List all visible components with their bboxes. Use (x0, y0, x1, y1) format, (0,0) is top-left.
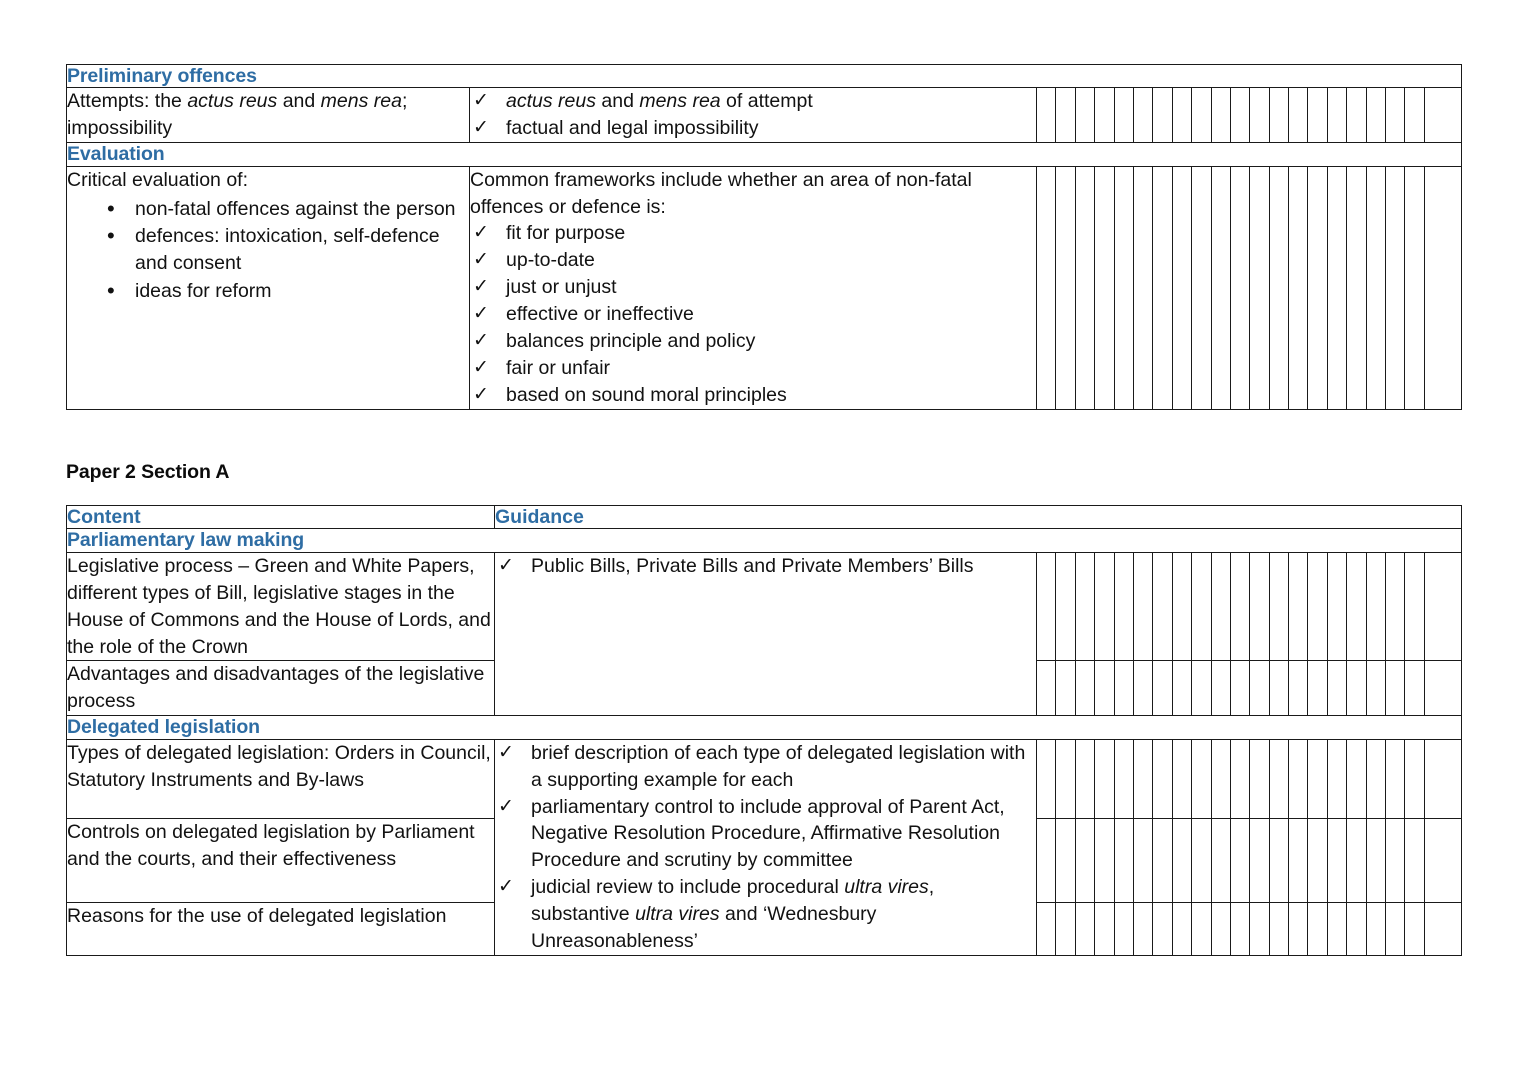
tally-box[interactable] (1133, 739, 1152, 818)
section-heading-evaluation: Evaluation (67, 143, 1462, 166)
check-icon: ✓ (473, 249, 489, 271)
tally-box[interactable] (1366, 661, 1385, 716)
tally-box[interactable] (1269, 902, 1288, 955)
check-icon: ✓ (473, 330, 489, 352)
tally-box[interactable] (1327, 818, 1346, 902)
tally-box[interactable] (1250, 818, 1269, 902)
tally-box[interactable] (1366, 166, 1385, 409)
tally-box[interactable] (1192, 739, 1211, 818)
tally-box[interactable] (1114, 818, 1133, 902)
tally-box[interactable] (1386, 739, 1405, 818)
tally-box[interactable] (1250, 739, 1269, 818)
list-item (470, 382, 1036, 409)
tally-box[interactable] (1250, 552, 1269, 661)
list-item (470, 328, 1036, 355)
tally-box[interactable] (1075, 88, 1094, 143)
tally-box[interactable] (1114, 88, 1133, 143)
tally-box[interactable] (1327, 552, 1346, 661)
list-item (470, 247, 1036, 274)
tally-box[interactable] (1327, 902, 1346, 955)
tally-box[interactable] (1250, 902, 1269, 955)
tally-box[interactable] (1289, 661, 1308, 716)
check-icon: ✓ (473, 303, 489, 325)
content-intro: Critical evaluation of: (67, 168, 249, 191)
list-item-label: fair or unfair (506, 357, 611, 379)
tally-box[interactable] (1075, 902, 1094, 955)
tally-box[interactable] (1405, 166, 1424, 409)
tally-box[interactable] (1347, 661, 1366, 716)
tally-box[interactable] (1172, 552, 1191, 661)
tally-box[interactable] (1308, 661, 1327, 716)
tally-box[interactable] (1230, 661, 1249, 716)
check-icon: ✓ (473, 357, 489, 378)
tally-box[interactable] (1056, 739, 1075, 818)
guidance-cell (495, 552, 1037, 715)
tally-box[interactable] (1095, 552, 1114, 661)
table-row-section-heading (67, 529, 1462, 552)
list-item (495, 794, 1036, 875)
tally-box[interactable] (1095, 166, 1114, 409)
list-item (470, 301, 1036, 328)
content-cell: Controls on delegated legislation by Parliament and the courts, and their effectiveness (67, 818, 495, 902)
list-item-label: effective or ineffective (506, 303, 694, 326)
table-row-section-heading (67, 716, 1462, 739)
tally-box[interactable] (1037, 166, 1056, 409)
tally-box[interactable] (1289, 552, 1308, 661)
tally-box[interactable] (1424, 552, 1461, 661)
tally-box[interactable] (1133, 661, 1152, 716)
tally-box[interactable] (1424, 818, 1461, 902)
list-item (470, 220, 1036, 247)
tally-box[interactable] (1405, 818, 1424, 902)
tally-box[interactable] (1230, 552, 1249, 661)
table-row (67, 166, 1462, 409)
spec-table-preliminary-offences (66, 64, 1462, 410)
tally-box[interactable] (1095, 661, 1114, 716)
tally-box[interactable] (1386, 88, 1405, 143)
column-header-guidance: Guidance (495, 506, 1462, 529)
tally-box[interactable] (1192, 902, 1211, 955)
tally-box[interactable] (1037, 818, 1056, 902)
tally-box[interactable] (1327, 88, 1346, 143)
tally-box[interactable] (1424, 88, 1461, 143)
tally-box[interactable] (1405, 661, 1424, 716)
column-header-content: Content (67, 506, 495, 529)
tally-box[interactable] (1056, 552, 1075, 661)
tally-box[interactable] (1250, 166, 1269, 409)
check-icon: ✓ (473, 276, 489, 298)
tally-box[interactable] (1095, 88, 1114, 143)
tally-box[interactable] (1308, 166, 1327, 409)
tally-box[interactable] (1289, 818, 1308, 902)
tally-box[interactable] (1211, 902, 1230, 955)
list-item: • ideas for reform (107, 278, 469, 305)
guidance-tick-list (495, 740, 1036, 955)
tally-box[interactable] (1405, 739, 1424, 818)
list-item (470, 274, 1036, 301)
tally-box[interactable] (1386, 661, 1405, 716)
tally-box[interactable] (1133, 552, 1152, 661)
tally-box[interactable] (1366, 88, 1385, 143)
tally-box[interactable] (1366, 818, 1385, 902)
tally-box[interactable] (1308, 552, 1327, 661)
tally-box[interactable] (1230, 739, 1249, 818)
tally-box[interactable] (1327, 166, 1346, 409)
guidance-intro: Common frameworks include whether an area of non-fatal offences or defence is: (470, 168, 972, 218)
tally-box[interactable] (1056, 661, 1075, 716)
spec-table-paper2-section-a (66, 505, 1462, 956)
tally-box[interactable] (1153, 166, 1172, 409)
tally-box[interactable] (1056, 166, 1075, 409)
tally-box[interactable] (1211, 88, 1230, 143)
tally-box[interactable] (1192, 166, 1211, 409)
tally-box[interactable] (1347, 902, 1366, 955)
check-icon: ✓ (473, 222, 489, 244)
tally-box[interactable] (1172, 739, 1191, 818)
list-item-label: up-to-date (506, 249, 595, 272)
guidance-cell (470, 88, 1037, 143)
content-cell (67, 166, 470, 409)
check-icon: ✓ (498, 554, 514, 576)
list-item: ✓ judicial review to include procedural ultra vires, substantive ultra vires and ‘Wednesbury Unreasonableness’ (498, 876, 935, 953)
tally-box[interactable] (1347, 166, 1366, 409)
tally-box[interactable] (1192, 818, 1211, 902)
tally-box[interactable] (1424, 739, 1461, 818)
tally-box[interactable] (1308, 739, 1327, 818)
tally-box[interactable] (1250, 661, 1269, 716)
tally-box[interactable] (1386, 902, 1405, 955)
tally-box[interactable] (1172, 818, 1191, 902)
list-item-label: balances principle and policy (506, 330, 756, 353)
tally-box[interactable] (1114, 166, 1133, 409)
tally-box[interactable] (1347, 739, 1366, 818)
tally-box[interactable] (1075, 739, 1094, 818)
list-item: • non-fatal offences against the person (107, 196, 469, 223)
check-icon: ✓ (498, 741, 514, 763)
tally-box[interactable] (1133, 166, 1152, 409)
tally-box[interactable] (1075, 552, 1094, 661)
tally-box[interactable] (1133, 902, 1152, 955)
tally-box[interactable] (1405, 902, 1424, 955)
tally-box[interactable] (1172, 902, 1191, 955)
tally-box[interactable] (1308, 818, 1327, 902)
tally-box[interactable] (1114, 552, 1133, 661)
tally-box[interactable] (1327, 739, 1346, 818)
tally-box[interactable] (1037, 552, 1056, 661)
table-row-section-heading (67, 65, 1462, 88)
list-item-label: Public Bills, Private Bills and Private Members’ Bills (531, 554, 974, 577)
tally-box[interactable] (1289, 902, 1308, 955)
list-item: • defences: intoxication, self-defence and consent (107, 223, 469, 277)
tally-box[interactable] (1308, 88, 1327, 143)
tally-box[interactable] (1172, 88, 1191, 143)
tally-box[interactable] (1230, 88, 1249, 143)
tally-box[interactable] (1289, 166, 1308, 409)
content-cell: Attempts: the actus reus and mens rea; impossibility (67, 88, 470, 143)
tally-box[interactable] (1424, 166, 1461, 409)
content-cell: Legislative process – Green and White Papers, different types of Bill, legislative stages in the House of Commons and the House of Lords, and the role of the Crown (67, 552, 495, 661)
tally-box[interactable] (1405, 88, 1424, 143)
tally-box[interactable] (1114, 661, 1133, 716)
tally-box[interactable] (1230, 818, 1249, 902)
content-cell: Reasons for the use of delegated legislation (67, 902, 495, 955)
tally-box[interactable] (1366, 552, 1385, 661)
content-cell: Types of delegated legislation: Orders in Council, Statutory Instruments and By-laws (67, 739, 495, 818)
tally-box[interactable] (1075, 661, 1094, 716)
tally-box[interactable] (1347, 88, 1366, 143)
tally-box[interactable] (1211, 661, 1230, 716)
page-subheading-paper-2-section-a: Paper 2 Section A (66, 461, 230, 483)
section-heading-delegated-legislation: Delegated legislation (67, 716, 1462, 739)
tally-box[interactable] (1269, 818, 1288, 902)
tally-box[interactable] (1308, 902, 1327, 955)
tally-box[interactable] (1269, 88, 1288, 143)
tally-box[interactable] (1424, 902, 1461, 955)
guidance-tick-list (470, 220, 1036, 408)
list-item: ✓ factual and legal impossibility (470, 115, 1036, 142)
tally-box[interactable] (1405, 552, 1424, 661)
tally-box[interactable] (1269, 739, 1288, 818)
check-icon: ✓ (498, 795, 514, 817)
tally-box[interactable] (1347, 552, 1366, 661)
check-icon: ✓ (498, 876, 514, 898)
tally-box[interactable] (1269, 661, 1288, 716)
tally-box[interactable] (1289, 88, 1308, 143)
tally-box[interactable] (1269, 552, 1288, 661)
tally-box[interactable] (1269, 166, 1288, 409)
list-item-label: brief description of each type of delegated legislation with a supporting example for each (531, 741, 1026, 791)
tally-box[interactable] (1056, 818, 1075, 902)
table-header-row (67, 506, 1462, 529)
tally-box[interactable] (1192, 88, 1211, 143)
tally-box[interactable] (1211, 739, 1230, 818)
tally-box[interactable] (1114, 739, 1133, 818)
tally-box[interactable] (1172, 661, 1191, 716)
tally-box[interactable] (1095, 818, 1114, 902)
tally-box[interactable] (1133, 818, 1152, 902)
tally-box[interactable] (1153, 818, 1172, 902)
list-item (495, 553, 1036, 580)
guidance-tick-list (470, 88, 1036, 142)
tally-box[interactable] (1386, 818, 1405, 902)
tally-box[interactable] (1211, 166, 1230, 409)
tally-box[interactable] (1211, 552, 1230, 661)
section-heading-preliminary-offences: Preliminary offences (67, 65, 1462, 88)
list-item-label: fit for purpose (506, 222, 626, 245)
table-row-section-heading (67, 143, 1462, 166)
table-row (67, 88, 1462, 143)
tally-box[interactable] (1095, 902, 1114, 955)
guidance-cell (495, 739, 1037, 955)
tally-box[interactable] (1327, 661, 1346, 716)
section-heading-parliamentary-law-making: Parliamentary law making (67, 529, 1462, 552)
check-icon: ✓ (473, 117, 489, 139)
tally-box[interactable] (1192, 661, 1211, 716)
list-item-label: just or unjust (506, 276, 617, 299)
tally-box[interactable] (1289, 739, 1308, 818)
tally-box[interactable] (1153, 552, 1172, 661)
tally-box[interactable] (1366, 739, 1385, 818)
tally-box[interactable] (1424, 661, 1461, 716)
tally-box[interactable] (1192, 552, 1211, 661)
check-icon: ✓ (473, 383, 489, 405)
tally-box[interactable] (1230, 902, 1249, 955)
tally-box[interactable] (1075, 818, 1094, 902)
list-item-label: based on sound moral principles (506, 383, 787, 406)
guidance-tick-list (495, 553, 1036, 580)
tally-box[interactable] (1037, 88, 1056, 143)
tally-box[interactable] (1114, 902, 1133, 955)
tally-box[interactable] (1386, 166, 1405, 409)
tally-box[interactable] (1037, 902, 1056, 955)
tally-box[interactable] (1230, 166, 1249, 409)
tally-box[interactable] (1133, 88, 1152, 143)
tally-box[interactable] (1056, 88, 1075, 143)
tally-box[interactable] (1037, 739, 1056, 818)
tally-box[interactable] (1347, 818, 1366, 902)
tally-box[interactable] (1211, 818, 1230, 902)
tally-box[interactable] (1056, 902, 1075, 955)
content-cell: Advantages and disadvantages of the legislative process (67, 661, 495, 716)
tally-box[interactable] (1386, 552, 1405, 661)
tally-box[interactable] (1095, 739, 1114, 818)
tally-box[interactable] (1075, 166, 1094, 409)
list-item (495, 740, 1036, 794)
list-item (470, 355, 1036, 382)
list-item-label: parliamentary control to include approval of Parent Act, Negative Resolution Procedure, Affirmative Resolution Procedure and scrutiny by committee (531, 795, 1005, 872)
content-bullet-list (67, 196, 469, 306)
tally-box[interactable] (1153, 88, 1172, 143)
table-row (67, 739, 1462, 818)
list-item: ✓ actus reus and mens rea of attempt (470, 88, 1036, 115)
tally-box[interactable] (1153, 902, 1172, 955)
check-icon: ✓ (473, 90, 489, 112)
tally-box[interactable] (1250, 88, 1269, 143)
tally-box[interactable] (1172, 166, 1191, 409)
table-row (67, 552, 1462, 661)
guidance-cell (470, 166, 1037, 409)
tally-box[interactable] (1037, 661, 1056, 716)
tally-box[interactable] (1153, 661, 1172, 716)
tally-box[interactable] (1366, 902, 1385, 955)
tally-box[interactable] (1153, 739, 1172, 818)
